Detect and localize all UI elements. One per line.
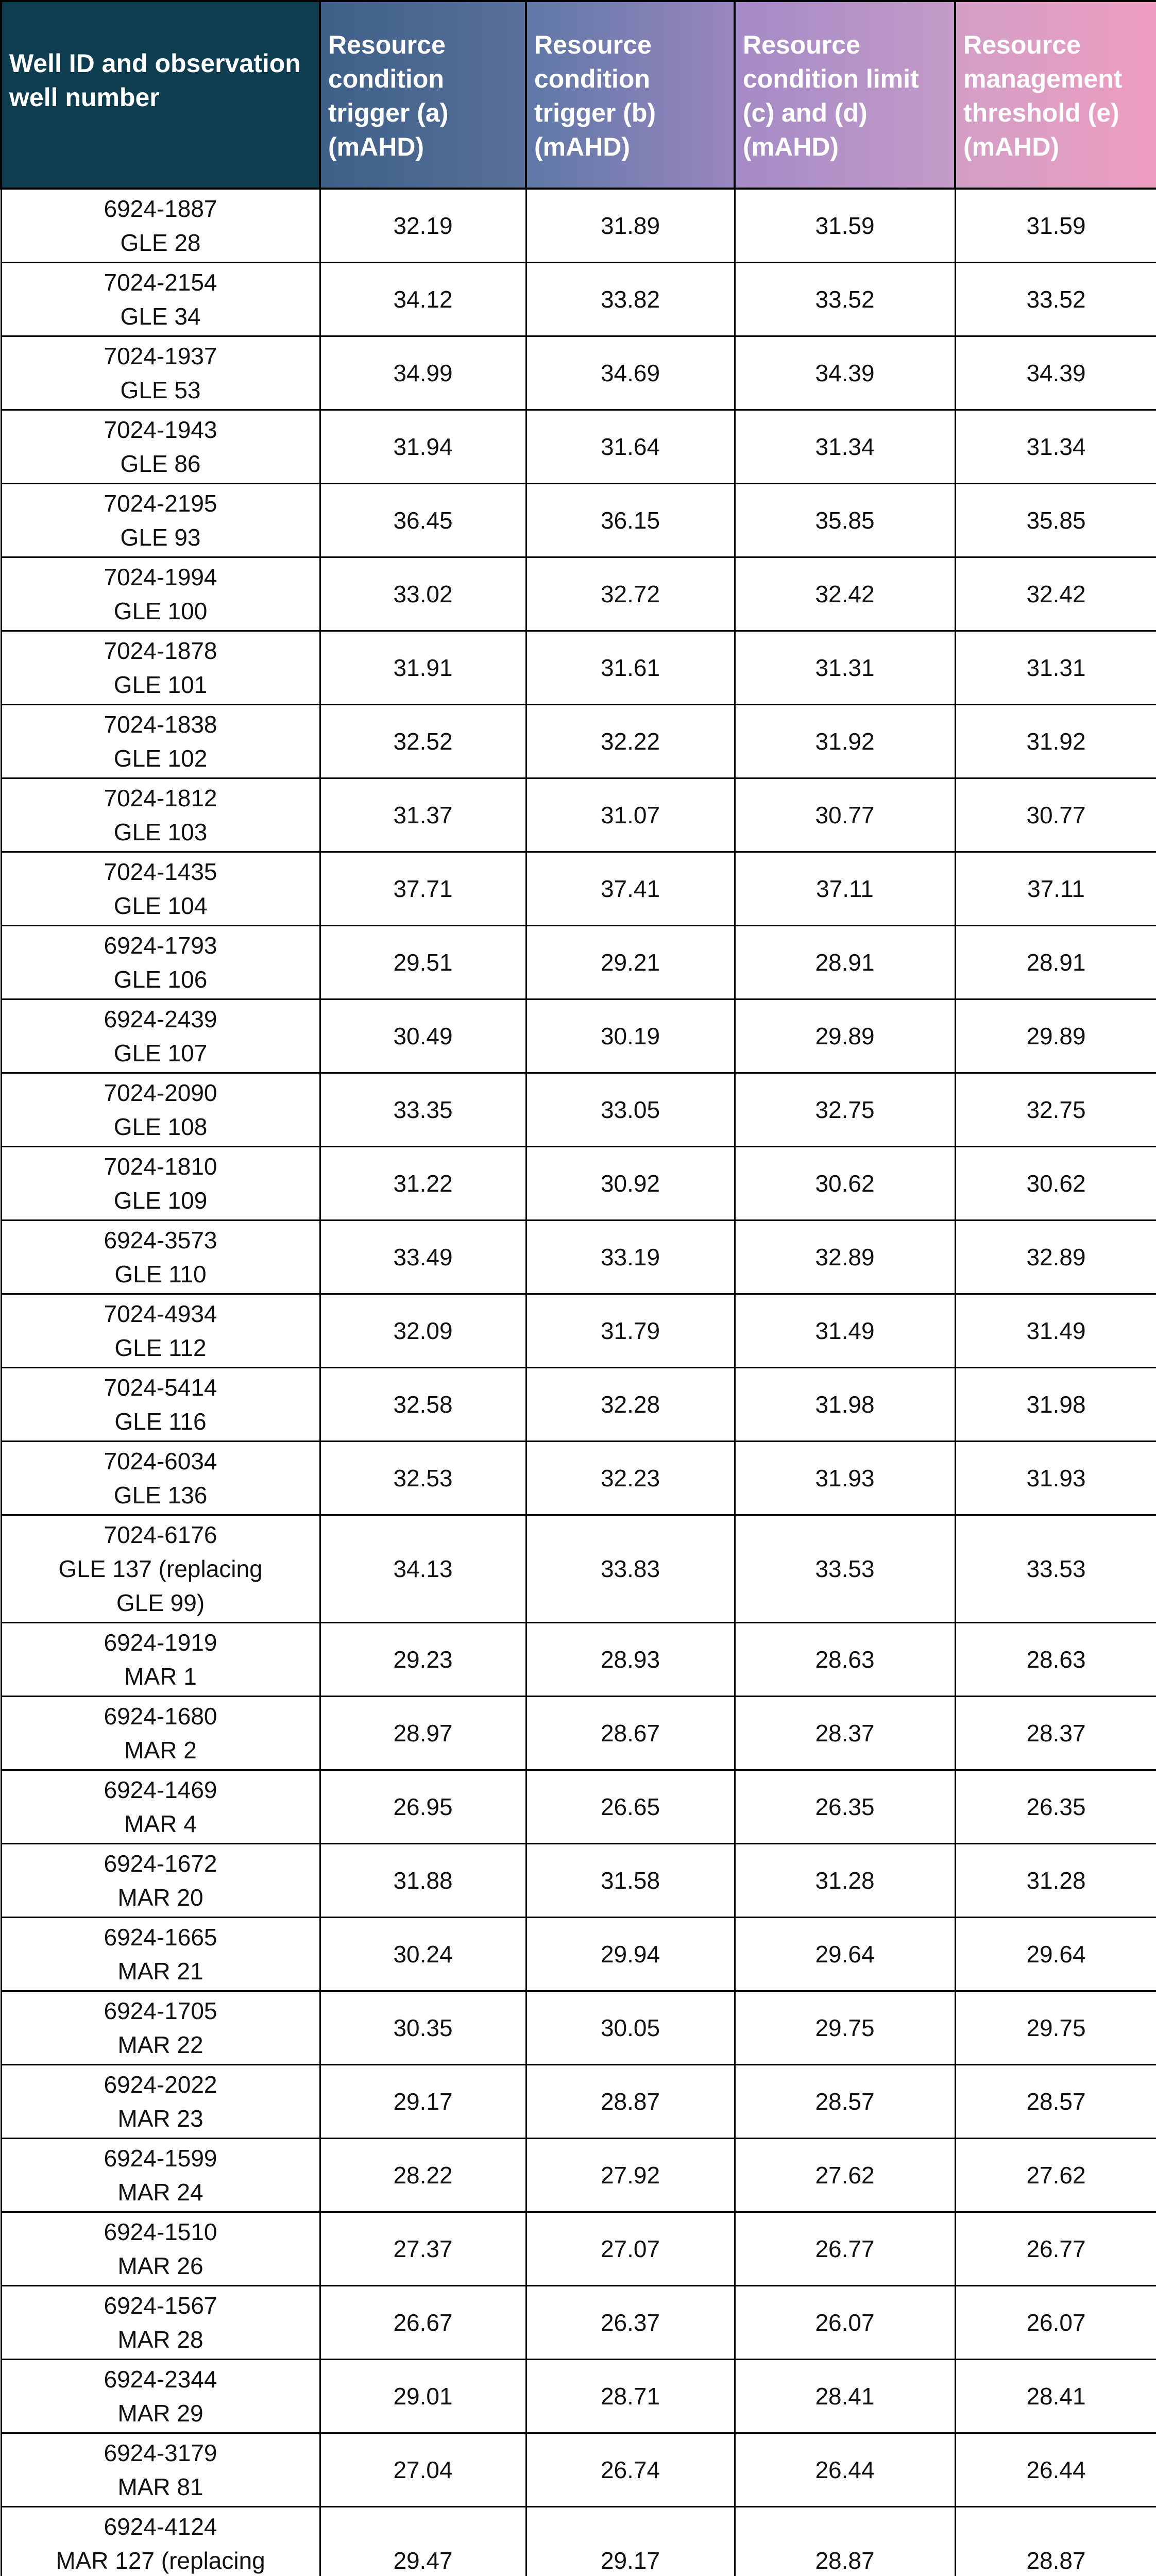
limit-c-d-value: 31.34 [735, 410, 955, 484]
observation-well-number: MAR 127 (replacing [56, 2547, 265, 2574]
table-row [1, 1073, 1156, 1147]
header-limit-c-d: Resource condition limit (c) and (d) (mAHD) [735, 1, 955, 189]
trigger-b-value: 26.65 [526, 1770, 735, 1844]
table-row [1, 1442, 1156, 1515]
trigger-b-value: 29.21 [526, 926, 735, 999]
limit-c-d-value: 28.41 [735, 2360, 955, 2433]
well-id-cell [1, 2286, 320, 2360]
well-id-cell [1, 778, 320, 852]
trigger-b-value: 32.22 [526, 705, 735, 778]
table-row [1, 1515, 1156, 1623]
well-id-cell [1, 1844, 320, 1918]
threshold-e-value: 31.93 [955, 1442, 1156, 1515]
trigger-b-value: 36.15 [526, 484, 735, 557]
trigger-b-value: 31.79 [526, 1294, 735, 1368]
threshold-e-value: 30.77 [955, 778, 1156, 852]
threshold-e-value: 27.62 [955, 2139, 1156, 2212]
header-trigger-b: Resource condition trigger (b) (mAHD) [526, 1, 735, 189]
table-row [1, 926, 1156, 999]
trigger-a-value: 31.37 [320, 778, 526, 852]
observation-well-number: MAR 21 [117, 1958, 203, 1985]
observation-well-number: GLE 107 [113, 1040, 208, 1066]
threshold-e-value: 31.59 [955, 189, 1156, 263]
trigger-b-value: 31.89 [526, 189, 735, 263]
observation-well-number: GLE 137 (replacing [58, 1555, 263, 1582]
limit-c-d-value: 26.07 [735, 2286, 955, 2360]
trigger-b-value: 34.69 [526, 336, 735, 410]
observation-well-number: GLE 110 [114, 1261, 207, 1287]
well-id-cell [1, 336, 320, 410]
well-id: 7024-1810 [104, 1153, 217, 1180]
trigger-b-value: 33.83 [526, 1515, 735, 1623]
threshold-e-value: 26.77 [955, 2212, 1156, 2286]
observation-well-number: MAR 24 [117, 2179, 203, 2206]
well-id: 6924-1567 [104, 2292, 217, 2319]
header-threshold-e: Resource management threshold (e) (mAHD) [955, 1, 1156, 189]
trigger-a-value: 29.17 [320, 2065, 526, 2139]
well-id-cell [1, 2139, 320, 2212]
well-id: 7024-4934 [104, 1300, 217, 1327]
limit-c-d-value: 32.89 [735, 1221, 955, 1294]
well-id-cell [1, 2433, 320, 2507]
threshold-e-value: 31.28 [955, 1844, 1156, 1918]
well-id: 6924-1469 [104, 1776, 217, 1803]
threshold-e-value: 31.49 [955, 1294, 1156, 1368]
trigger-a-value: 34.13 [320, 1515, 526, 1623]
limit-c-d-value: 29.89 [735, 999, 955, 1073]
trigger-b-value: 30.92 [526, 1147, 735, 1221]
observation-well-number: GLE 136 [113, 1482, 208, 1509]
well-id-cell [1, 2507, 320, 2576]
limit-c-d-value: 31.92 [735, 705, 955, 778]
observation-well-number: MAR 2 [124, 1737, 197, 1764]
table-row [1, 2286, 1156, 2360]
well-id: 7024-1943 [104, 416, 217, 443]
well-id-cell [1, 926, 320, 999]
well-id-cell [1, 1294, 320, 1368]
table-row [1, 1221, 1156, 1294]
table-header [1, 1, 1156, 189]
well-id-cell [1, 410, 320, 484]
well-id: 6924-4124 [104, 2513, 217, 2540]
observation-well-number: MAR 81 [117, 2473, 203, 2500]
limit-c-d-value: 26.77 [735, 2212, 955, 2286]
well-id-cell [1, 557, 320, 631]
trigger-b-value: 30.19 [526, 999, 735, 1073]
trigger-a-value: 32.53 [320, 1442, 526, 1515]
trigger-a-value: 32.19 [320, 189, 526, 263]
threshold-e-value: 26.07 [955, 2286, 1156, 2360]
well-id-cell [1, 1515, 320, 1623]
trigger-a-value: 28.22 [320, 2139, 526, 2212]
limit-c-d-value: 30.77 [735, 778, 955, 852]
well-id: 6924-1919 [104, 1629, 217, 1656]
threshold-e-value: 31.34 [955, 410, 1156, 484]
table-row [1, 1918, 1156, 1991]
well-id-cell [1, 999, 320, 1073]
well-id: 6924-3179 [104, 2439, 217, 2466]
trigger-b-value: 26.37 [526, 2286, 735, 2360]
threshold-e-value: 28.57 [955, 2065, 1156, 2139]
table-body [1, 189, 1156, 2576]
observation-well-number: MAR 28 [117, 2326, 203, 2353]
threshold-e-value: 31.31 [955, 631, 1156, 705]
limit-c-d-value: 29.75 [735, 1991, 955, 2065]
observation-well-number: GLE 116 [114, 1408, 207, 1435]
trigger-a-value: 30.24 [320, 1918, 526, 1991]
trigger-a-value: 29.01 [320, 2360, 526, 2433]
threshold-e-value: 28.87 [955, 2507, 1156, 2576]
threshold-e-value: 32.89 [955, 1221, 1156, 1294]
trigger-b-value: 29.94 [526, 1918, 735, 1991]
table-row [1, 2212, 1156, 2286]
table-row [1, 557, 1156, 631]
observation-well-number: GLE 100 [113, 598, 208, 624]
trigger-b-value: 26.74 [526, 2433, 735, 2507]
well-id-cell [1, 189, 320, 263]
well-id: 7024-1937 [104, 343, 217, 369]
well-id-cell [1, 1918, 320, 1991]
table-row [1, 1697, 1156, 1770]
trigger-b-value: 32.28 [526, 1368, 735, 1442]
well-id: 6924-1705 [104, 1997, 217, 2024]
trigger-b-value: 31.64 [526, 410, 735, 484]
well-id: 7024-1838 [104, 711, 217, 738]
table-row [1, 2065, 1156, 2139]
table-row [1, 1623, 1156, 1697]
observation-well-number: GLE 28 [120, 229, 201, 256]
table-row [1, 1147, 1156, 1221]
limit-c-d-value: 28.87 [735, 2507, 955, 2576]
well-id-cell [1, 1442, 320, 1515]
threshold-e-value: 29.89 [955, 999, 1156, 1073]
well-id: 6924-2022 [104, 2071, 217, 2098]
limit-c-d-value: 33.52 [735, 263, 955, 336]
limit-c-d-value: 32.42 [735, 557, 955, 631]
observation-well-number: MAR 4 [124, 1810, 197, 1837]
trigger-a-value: 36.45 [320, 484, 526, 557]
trigger-a-value: 31.94 [320, 410, 526, 484]
table-row [1, 1770, 1156, 1844]
well-id-cell [1, 1147, 320, 1221]
limit-c-d-value: 28.57 [735, 2065, 955, 2139]
threshold-e-value: 31.98 [955, 1368, 1156, 1442]
limit-c-d-value: 31.93 [735, 1442, 955, 1515]
well-id: 7024-6176 [104, 1521, 217, 1548]
observation-well-number: MAR 20 [117, 1884, 203, 1911]
trigger-b-value: 33.82 [526, 263, 735, 336]
well-id: 7024-2090 [104, 1079, 217, 1106]
well-id-cell [1, 1991, 320, 2065]
limit-c-d-value: 29.64 [735, 1918, 955, 1991]
threshold-e-value: 32.42 [955, 557, 1156, 631]
threshold-e-value: 32.75 [955, 1073, 1156, 1147]
limit-c-d-value: 31.59 [735, 189, 955, 263]
well-id-cell [1, 1221, 320, 1294]
limit-c-d-value: 32.75 [735, 1073, 955, 1147]
threshold-e-value: 33.53 [955, 1515, 1156, 1623]
limit-c-d-value: 31.49 [735, 1294, 955, 1368]
trigger-b-value: 31.07 [526, 778, 735, 852]
well-id-cell [1, 852, 320, 926]
trigger-b-value: 28.67 [526, 1697, 735, 1770]
observation-well-number: MAR 29 [117, 2400, 203, 2427]
well-id: 6924-1887 [104, 195, 217, 222]
well-id-cell [1, 263, 320, 336]
threshold-e-value: 29.64 [955, 1918, 1156, 1991]
trigger-b-value: 28.71 [526, 2360, 735, 2433]
header-trigger-a: Resource condition trigger (a) (mAHD) [320, 1, 526, 189]
table-row [1, 2507, 1156, 2576]
well-id-cell [1, 1623, 320, 1697]
table-row [1, 1294, 1156, 1368]
limit-c-d-value: 31.31 [735, 631, 955, 705]
trigger-b-value: 32.23 [526, 1442, 735, 1515]
limit-c-d-value: 34.39 [735, 336, 955, 410]
trigger-a-value: 30.35 [320, 1991, 526, 2065]
well-id: 7024-2154 [104, 269, 217, 296]
trigger-a-value: 33.49 [320, 1221, 526, 1294]
trigger-a-value: 34.12 [320, 263, 526, 336]
limit-c-d-value: 31.28 [735, 1844, 955, 1918]
trigger-b-value: 30.05 [526, 1991, 735, 2065]
threshold-e-value: 34.39 [955, 336, 1156, 410]
well-id-cell [1, 2212, 320, 2286]
well-id: 7024-1812 [104, 785, 217, 811]
limit-c-d-value: 26.44 [735, 2433, 955, 2507]
limit-c-d-value: 28.91 [735, 926, 955, 999]
trigger-a-value: 27.04 [320, 2433, 526, 2507]
table-row [1, 2360, 1156, 2433]
table-row [1, 189, 1156, 263]
observation-well-number: GLE 93 [120, 524, 201, 551]
well-id-cell [1, 484, 320, 557]
well-id: 6924-1672 [104, 1850, 217, 1877]
threshold-e-value: 37.11 [955, 852, 1156, 926]
trigger-a-value: 29.23 [320, 1623, 526, 1697]
limit-c-d-value: 26.35 [735, 1770, 955, 1844]
threshold-e-value: 28.91 [955, 926, 1156, 999]
trigger-a-value: 28.97 [320, 1697, 526, 1770]
table-row [1, 1368, 1156, 1442]
trigger-a-value: 27.37 [320, 2212, 526, 2286]
observation-well-number: GLE 101 [113, 671, 208, 698]
header-row [1, 1, 1156, 189]
well-id: 7024-1994 [104, 564, 217, 590]
well-id: 6924-2439 [104, 1006, 217, 1032]
trigger-a-value: 31.22 [320, 1147, 526, 1221]
observation-well-number: MAR 26 [117, 2252, 203, 2279]
trigger-b-value: 32.72 [526, 557, 735, 631]
limit-c-d-value: 30.62 [735, 1147, 955, 1221]
trigger-b-value: 37.41 [526, 852, 735, 926]
trigger-a-value: 29.51 [320, 926, 526, 999]
limit-c-d-value: 37.11 [735, 852, 955, 926]
well-id: 7024-1878 [104, 637, 217, 664]
well-id: 6924-3573 [104, 1227, 217, 1253]
well-id: 6924-1510 [104, 2218, 217, 2245]
header-well-id: Well ID and observation well number [1, 1, 320, 189]
well-id-cell [1, 2360, 320, 2433]
observation-well-number: GLE 103 [113, 819, 208, 845]
trigger-a-value: 26.95 [320, 1770, 526, 1844]
trigger-a-value: 37.71 [320, 852, 526, 926]
observation-well-number: GLE 53 [120, 377, 201, 403]
observation-well-number: MAR 1 [124, 1663, 197, 1690]
well-id: 6924-1599 [104, 2145, 217, 2172]
threshold-e-value: 30.62 [955, 1147, 1156, 1221]
trigger-a-value: 30.49 [320, 999, 526, 1073]
limit-c-d-value: 27.62 [735, 2139, 955, 2212]
well-id-cell [1, 1073, 320, 1147]
well-id: 6924-1665 [104, 1924, 217, 1951]
limit-c-d-value: 28.63 [735, 1623, 955, 1697]
observation-well-number: GLE 34 [120, 303, 201, 330]
observation-well-number: GLE 108 [113, 1113, 208, 1140]
well-id-cell [1, 1770, 320, 1844]
observation-well-number: MAR 22 [117, 2031, 203, 2058]
limit-c-d-value: 33.53 [735, 1515, 955, 1623]
observation-well-number: GLE 106 [113, 966, 208, 993]
trigger-b-value: 27.07 [526, 2212, 735, 2286]
observation-well-number: GLE 104 [113, 892, 208, 919]
well-id: 6924-1793 [104, 932, 217, 959]
table-row [1, 1844, 1156, 1918]
threshold-e-value: 29.75 [955, 1991, 1156, 2065]
well-id-cell [1, 631, 320, 705]
well-id-cell [1, 1697, 320, 1770]
limit-c-d-value: 31.98 [735, 1368, 955, 1442]
observation-well-number: MAR 23 [117, 2105, 203, 2132]
observation-well-number: GLE 109 [113, 1187, 208, 1214]
table-row [1, 631, 1156, 705]
threshold-e-value: 26.44 [955, 2433, 1156, 2507]
trigger-b-value: 28.93 [526, 1623, 735, 1697]
limit-c-d-value: 35.85 [735, 484, 955, 557]
trigger-a-value: 34.99 [320, 336, 526, 410]
trigger-b-value: 33.05 [526, 1073, 735, 1147]
limit-c-d-value: 28.37 [735, 1697, 955, 1770]
trigger-b-value: 31.61 [526, 631, 735, 705]
well-id: 7024-2195 [104, 490, 217, 517]
table-row [1, 2139, 1156, 2212]
trigger-a-value: 32.52 [320, 705, 526, 778]
trigger-b-value: 33.19 [526, 1221, 735, 1294]
table-row [1, 2433, 1156, 2507]
threshold-e-value: 35.85 [955, 484, 1156, 557]
well-id: 7024-6034 [104, 1448, 217, 1475]
threshold-e-value: 26.35 [955, 1770, 1156, 1844]
table-row [1, 336, 1156, 410]
trigger-b-value: 28.87 [526, 2065, 735, 2139]
table-row [1, 852, 1156, 926]
threshold-e-value: 33.52 [955, 263, 1156, 336]
well-id-cell [1, 1368, 320, 1442]
well-id: 6924-1680 [104, 1703, 217, 1730]
well-id: 7024-1435 [104, 858, 217, 885]
well-id: 6924-2344 [104, 2366, 217, 2393]
trigger-a-value: 33.35 [320, 1073, 526, 1147]
threshold-e-value: 28.41 [955, 2360, 1156, 2433]
threshold-e-value: 31.92 [955, 705, 1156, 778]
trigger-b-value: 31.58 [526, 1844, 735, 1918]
trigger-a-value: 33.02 [320, 557, 526, 631]
table-row [1, 1991, 1156, 2065]
threshold-e-value: 28.63 [955, 1623, 1156, 1697]
well-id: 7024-5414 [104, 1374, 217, 1401]
trigger-a-value: 31.91 [320, 631, 526, 705]
table-row [1, 410, 1156, 484]
observation-well-number: GLE 112 [114, 1334, 207, 1361]
trigger-a-value: 26.67 [320, 2286, 526, 2360]
trigger-b-value: 29.17 [526, 2507, 735, 2576]
trigger-a-value: 32.58 [320, 1368, 526, 1442]
trigger-b-value: 27.92 [526, 2139, 735, 2212]
table-row [1, 263, 1156, 336]
trigger-a-value: 31.88 [320, 1844, 526, 1918]
table-row [1, 999, 1156, 1073]
table-row [1, 484, 1156, 557]
threshold-e-value: 28.37 [955, 1697, 1156, 1770]
table-row [1, 778, 1156, 852]
trigger-a-value: 29.47 [320, 2507, 526, 2576]
trigger-a-value: 32.09 [320, 1294, 526, 1368]
observation-well-note: GLE 99) [116, 1589, 205, 1616]
well-id-cell [1, 705, 320, 778]
table-row [1, 705, 1156, 778]
well-id-cell [1, 2065, 320, 2139]
observation-well-number: GLE 102 [113, 745, 208, 772]
observation-well-number: GLE 86 [120, 450, 201, 477]
